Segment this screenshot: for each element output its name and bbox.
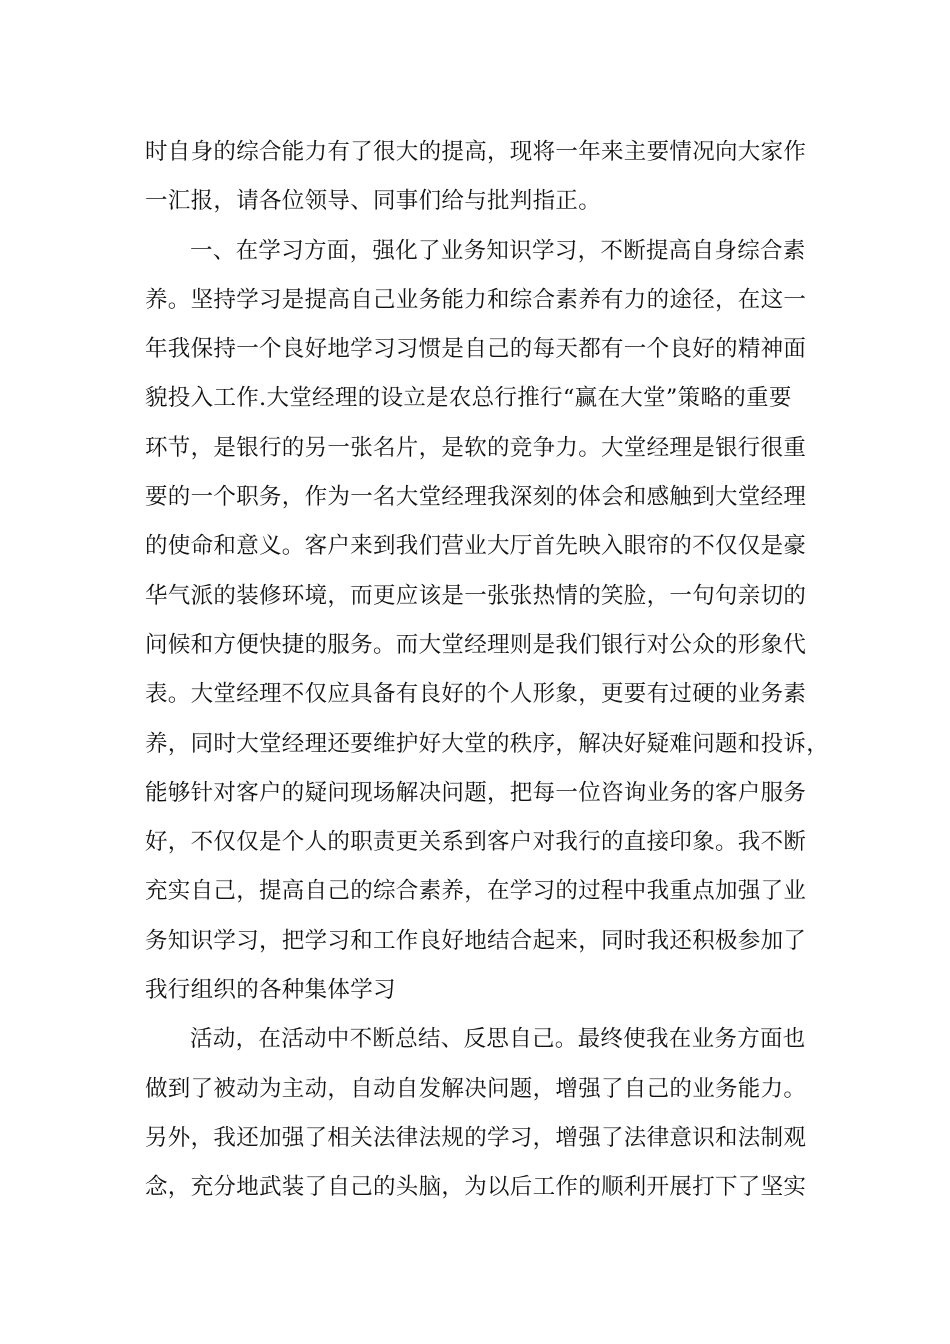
text-line: 能够针对客户的疑问现场解决问题，把每一位咨询业务的客户服务 [145, 779, 807, 806]
text-line: 我行组织的各种集体学习 [145, 977, 396, 1004]
text-line: 华气派的装修环境，而更应该是一张张热情的笑脸，一句句亲切的 [145, 582, 807, 609]
text-line: 貌投入工作.大堂经理的设立是农总行推行“赢在大堂”策略的重要 [145, 385, 792, 412]
text-line: 的使命和意义。客户来到我们营业大厅首先映入眼帘的不仅仅是豪 [145, 533, 807, 560]
text-line: 做到了被动为主动，自动自发解决问题，增强了自己的业务能力。 [145, 1075, 807, 1102]
text-line: 时自身的综合能力有了很大的提高，现将一年来主要情况向大家作 [145, 139, 807, 165]
text-line: 年我保持一个良好地学习习惯是自己的每天都有一个良好的精神面 [145, 336, 807, 363]
body-text [145, 128, 830, 1213]
text-line: 一、在学习方面，强化了业务知识学习，不断提高自身综合素 [190, 237, 806, 264]
text-line: 养。坚持学习是提高自己业务能力和综合素养有力的途径，在这一 [145, 286, 807, 313]
text-line: 养，同时大堂经理还要维护好大堂的秩序，解决好疑难问题和投诉， [145, 730, 830, 757]
text-line: 充实自己，提高自己的综合素养，在学习的过程中我重点加强了业 [145, 878, 807, 905]
text-line: 务知识学习，把学习和工作良好地结合起来，同时我还积极参加了 [145, 927, 807, 954]
text-line: 环节，是银行的另一张名片，是软的竞争力。大堂经理是银行很重 [145, 434, 807, 461]
text-line: 好，不仅仅是个人的职责更关系到客户对我行的直接印象。我不断 [145, 829, 807, 856]
text-line: 问候和方便快捷的服务。而大堂经理则是我们银行对公众的形象代 [145, 631, 807, 658]
text-line: 活动，在活动中不断总结、反思自己。最终使我在业务方面也 [190, 1026, 806, 1053]
text-line: 念，充分地武装了自己的头脑，为以后工作的顺利开展打下了坚实 [145, 1174, 807, 1201]
text-line: 另外，我还加强了相关法律法规的学习，增强了法律意识和法制观 [145, 1124, 807, 1151]
text-line: 一汇报，请各位领导、同事们给与批判指正。 [145, 188, 602, 215]
text-line: 要的一个职务，作为一名大堂经理我深刻的体会和感触到大堂经理 [145, 484, 807, 511]
text-line: 表。大堂经理不仅应具备有良好的个人形象，更要有过硬的业务素 [145, 681, 807, 708]
